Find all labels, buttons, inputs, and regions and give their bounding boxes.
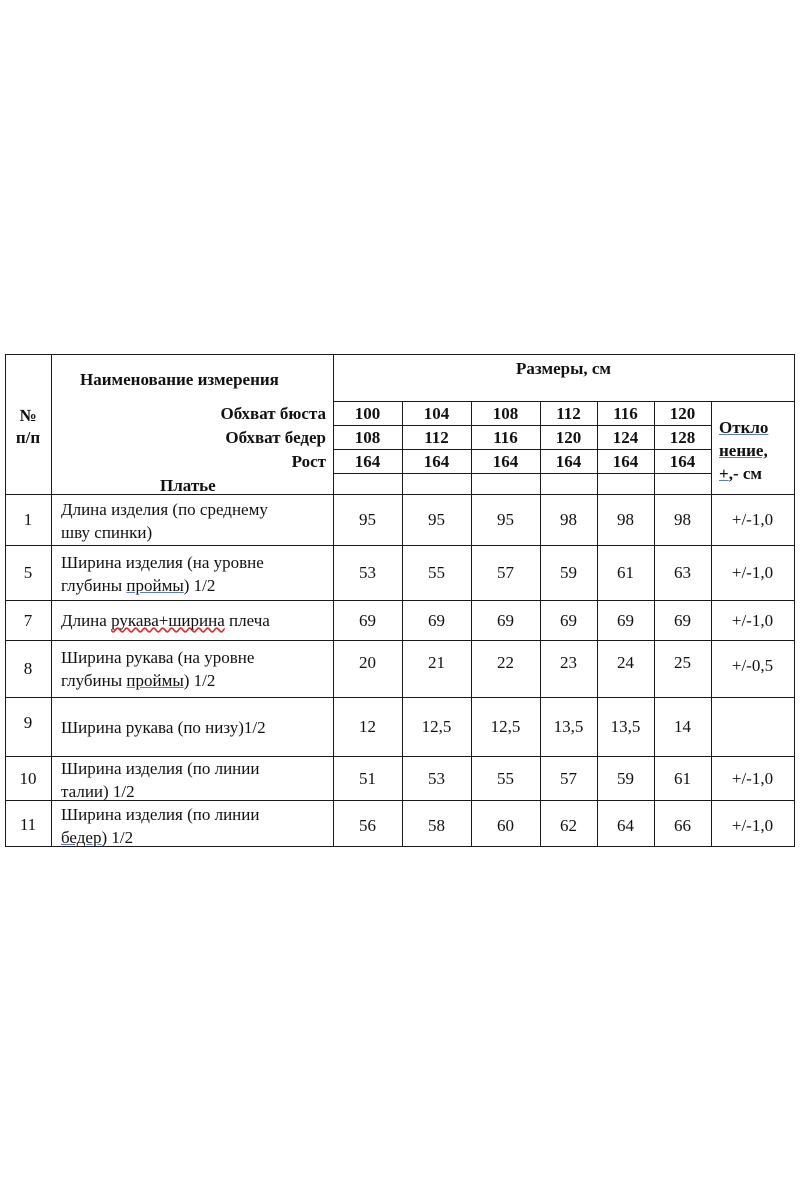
- sizes-header: Размеры, см: [516, 359, 611, 378]
- num-header-line2: п/п: [15, 428, 41, 447]
- table-border-right: [794, 354, 795, 847]
- value-cell: 95: [497, 510, 514, 529]
- row-number: 11: [19, 815, 37, 834]
- value-cell: 60: [497, 816, 514, 835]
- measurement-name-line: талии) 1/2: [61, 782, 135, 801]
- tolerance-plus: +: [719, 464, 729, 483]
- value-cell: 13,5: [553, 717, 584, 736]
- value-cell: 23: [560, 653, 577, 672]
- hip-size: 124: [612, 427, 639, 447]
- hips-label: Обхват бедер: [225, 428, 326, 447]
- measurement-name: [61, 757, 259, 803]
- height-value: 164: [555, 451, 582, 471]
- name-part: плеча: [224, 611, 270, 630]
- height-label: Рост: [291, 452, 326, 471]
- value-cell: 57: [497, 563, 514, 582]
- tolerance-unit: ,- см: [728, 464, 762, 483]
- row-number: 5: [23, 563, 33, 582]
- tolerance-cell: +/-0,5: [731, 656, 774, 675]
- height-value: 164: [423, 451, 450, 471]
- tolerance-cell: +/-1,0: [731, 610, 774, 630]
- value-cell: 53: [428, 768, 445, 788]
- tolerance-header-text: нение,: [719, 441, 768, 460]
- value-cell: 69: [497, 610, 514, 630]
- tolerance-header-text: Откло: [719, 418, 769, 437]
- row-number: 7: [23, 610, 33, 630]
- value-cell: 95: [359, 510, 376, 529]
- value-cell: 53: [359, 563, 376, 582]
- name-part: глубины: [61, 671, 127, 690]
- value-cell: 64: [617, 816, 634, 835]
- height-value: 164: [669, 451, 696, 471]
- name-part: рукава+ширина: [111, 611, 225, 630]
- bust-size: 116: [613, 403, 638, 423]
- height-value: 164: [492, 451, 519, 471]
- value-cell: 56: [359, 816, 376, 835]
- measurement-name-line: Ширина изделия (по линии: [61, 805, 260, 824]
- measurement-name-line: Длина изделия (по среднему: [61, 500, 268, 519]
- value-cell: 61: [617, 563, 634, 582]
- bust-size: 120: [669, 403, 696, 423]
- value-cell: 24: [617, 653, 634, 672]
- value-cell: 66: [674, 816, 691, 835]
- value-cell: 63: [674, 563, 691, 582]
- value-cell: 98: [674, 510, 691, 529]
- tolerance-cell: [711, 698, 794, 756]
- num-header-line1: №: [19, 406, 37, 425]
- value-cell: 58: [428, 816, 445, 835]
- value-cell: 69: [428, 610, 445, 630]
- name-part: ) 1/2: [183, 576, 216, 595]
- bust-size: 100: [354, 403, 381, 423]
- tolerance-cell: +/-1,0: [731, 563, 774, 582]
- value-cell: 55: [497, 768, 514, 788]
- value-cell: 59: [560, 563, 577, 582]
- value-cell: 62: [560, 816, 577, 835]
- name-part: глубины: [61, 576, 127, 595]
- name-part: Длина: [61, 611, 112, 630]
- row-number: 1: [23, 510, 33, 529]
- measurement-name-line: шву спинки): [61, 523, 153, 542]
- measurement-name-line: [61, 574, 264, 597]
- measurement-name: Ширина рукава (по низу)1/2: [61, 718, 266, 737]
- tolerance-cell: +/-1,0: [731, 816, 774, 835]
- value-cell: 57: [560, 768, 577, 788]
- value-cell: 12,5: [421, 717, 452, 736]
- value-cell: 14: [674, 717, 691, 736]
- value-cell: 22: [497, 653, 514, 672]
- row-number: 10: [19, 768, 37, 788]
- value-cell: 98: [560, 510, 577, 529]
- hip-size: 128: [669, 427, 696, 447]
- row-number: 8: [23, 659, 33, 678]
- bust-size: 104: [423, 403, 450, 423]
- height-value: 164: [612, 451, 639, 471]
- tolerance-header-line2: [719, 440, 768, 462]
- measurement-name: [61, 609, 270, 632]
- bust-size: 108: [492, 403, 519, 423]
- table-border-top: [5, 354, 794, 355]
- value-cell: 51: [359, 768, 376, 788]
- hip-size: 116: [493, 427, 518, 447]
- hip-size: 112: [424, 427, 449, 447]
- height-value: 164: [354, 451, 381, 471]
- value-cell: 12,5: [490, 717, 521, 736]
- garment-label: Платье: [160, 476, 216, 495]
- measurement-name-line: Ширина изделия (по линии: [61, 759, 260, 778]
- measurement-name-line: [61, 826, 259, 849]
- value-cell: 69: [674, 610, 691, 630]
- value-cell: 69: [617, 610, 634, 630]
- name-part: проймы: [126, 671, 184, 690]
- measurement-name-line: Ширина изделия (на уровне: [61, 553, 264, 572]
- bust-size: 112: [556, 403, 581, 423]
- value-cell: 12: [359, 717, 376, 736]
- bust-label: Обхват бюста: [220, 404, 326, 423]
- hip-size: 120: [555, 427, 582, 447]
- value-cell: 13,5: [610, 717, 641, 736]
- value-cell: 98: [617, 510, 634, 529]
- measurement-name-line: Ширина рукава (на уровне: [61, 648, 255, 667]
- value-cell: 61: [674, 768, 691, 788]
- name-part: ) 1/2: [183, 671, 216, 690]
- measurement-name: [61, 803, 259, 849]
- col-divider-num: [51, 354, 52, 847]
- value-cell: 95: [428, 510, 445, 529]
- name-part: проймы: [126, 576, 184, 595]
- row-number: 9: [23, 713, 33, 732]
- name-part: бедер: [61, 828, 102, 847]
- name-part: ) 1/2: [101, 828, 134, 847]
- value-cell: 69: [560, 610, 577, 630]
- measurement-name: [61, 551, 264, 597]
- tolerance-cell: +/-1,0: [731, 768, 774, 788]
- tolerance-header-line1: [719, 417, 768, 439]
- value-cell: 55: [428, 563, 445, 582]
- value-cell: 69: [359, 610, 376, 630]
- value-cell: 20: [359, 653, 376, 672]
- value-cell: 59: [617, 768, 634, 788]
- measurement-name: [61, 646, 254, 692]
- hip-size: 108: [354, 427, 381, 447]
- name-header: Наименование измерения: [80, 370, 279, 389]
- tolerance-header-line3: [719, 463, 762, 485]
- value-cell: 21: [428, 653, 445, 672]
- measurement-name: [61, 498, 268, 544]
- measurement-name-line: [61, 669, 254, 692]
- tolerance-cell: +/-1,0: [731, 510, 774, 529]
- value-cell: 25: [674, 653, 691, 672]
